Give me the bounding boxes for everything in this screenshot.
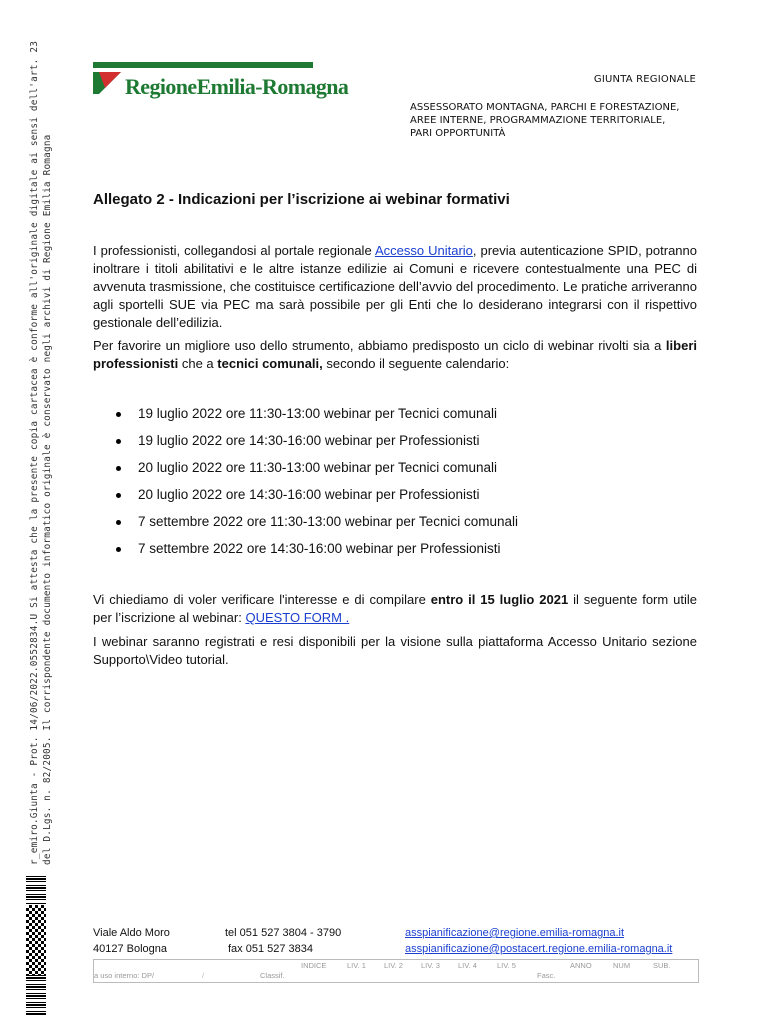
calendar-entry: 19 luglio 2022 ore 11:30-13:00 webinar per Tecnici comunali [138, 406, 497, 421]
region-emblem-icon [93, 70, 123, 96]
fax-number: fax 051 527 3834 [228, 943, 314, 955]
calendar-entry: 19 luglio 2022 ore 14:30-16:00 webinar per Professionisti [138, 433, 480, 448]
side-stamp-line2: del D.Lgs. n. 82/2005. Il corrispondente documento informatico originale è conservato negli archivi di Regione Emilia Romagna [42, 134, 53, 865]
deadline-text: entro il 15 luglio 2021 [430, 592, 569, 607]
protocol-label: LIV. 3 [421, 961, 440, 970]
paragraph-recordings: I webinar saranno registrati e resi disponibili per la visione sulla piattaforma Accesso Unitario sezione Supporto\Video tutorial. [93, 634, 697, 667]
paragraph-text: Per favorire un migliore uso dello strumento, abbiamo predisposto un ciclo di webinar rivolti sia a [93, 338, 666, 353]
list-item [112, 457, 518, 484]
protocol-separator: / [202, 971, 205, 980]
region-logo [93, 62, 349, 100]
bullet-icon [116, 520, 121, 525]
side-stamp [28, 0, 54, 865]
assessorato-line: ASSESSORATO MONTAGNA, PARCHI E FORESTAZIONE, [410, 102, 680, 113]
footer-phone [225, 925, 341, 957]
email-link[interactable]: asspianificazione@regione.emilia-romagna.it [405, 927, 625, 939]
bold-text: liberi professionisti [93, 338, 697, 371]
list-item [112, 403, 518, 430]
paragraph-text: I professionisti, collegandosi al portale regionale [93, 243, 375, 258]
paragraph-registration [93, 591, 697, 627]
protocol-label: LIV. 1 [347, 961, 366, 970]
paragraph-text: secondo il seguente calendario: [322, 356, 510, 371]
footer-emails [405, 925, 672, 957]
paragraph-text: , previa autenticazione SPID, potranno inoltrare i titoli abilitativi e le altre istanze edilizie ai Comuni e ricevere contestualmente una PEC di avvenuta trasmissione, che costituisce certificazione dell’avvio del procedimento. Le pratiche arriveranno agli sportelli SUE via PEC ma sarà possibile per gli Enti che lo desiderano integrarsi con il rispettivo gestionale dell’edilizia. [93, 243, 697, 330]
paragraph-text: Vi chiediamo di voler verificare l'interesse e di compilare [93, 592, 431, 607]
side-stamp-line1: r_emiro.Giunta - Prot. 14/06/2022.0552834.U Si attesta che la presente copia cartacea è conforme all'originale digitale ai sensi dell'art. 23 [29, 40, 40, 865]
list-item [112, 484, 518, 511]
address-line: Viale Aldo Moro [93, 927, 170, 939]
protocol-strip [93, 959, 699, 983]
list-item [112, 538, 518, 565]
logo-text: RegioneEmilia-Romagna [125, 74, 349, 99]
protocol-label: Fasc. [537, 971, 556, 980]
bullet-icon [116, 547, 121, 552]
protocol-label: SUB. [653, 961, 671, 970]
protocol-label: NUM [613, 961, 631, 970]
pec-email-link[interactable]: asspianificazione@postacert.regione.emilia-romagna.it [405, 943, 673, 955]
accesso-unitario-link[interactable]: Accesso Unitario [374, 243, 473, 258]
protocol-label: Classif. [260, 971, 285, 980]
barcode-icon [26, 875, 46, 1015]
bold-text: tecnici comunali, [217, 356, 323, 371]
assessorato-block [410, 101, 679, 140]
assessorato-line: AREE INTERNE, PROGRAMMAZIONE TERRITORIALE, [410, 115, 666, 126]
protocol-label: LIV. 4 [458, 961, 477, 970]
list-item [112, 511, 518, 538]
assessorato-line: PARI OPPORTUNITÀ [410, 128, 506, 139]
phone-number: tel 051 527 3804 - 3790 [225, 927, 342, 939]
calendar-entry: 20 luglio 2022 ore 11:30-13:00 webinar per Tecnici comunali [138, 460, 497, 475]
paragraph-text: che a [178, 356, 218, 371]
bullet-icon [116, 493, 121, 498]
protocol-label: INDICE [301, 961, 327, 970]
protocol-label: a uso interno: DP/ [94, 971, 155, 980]
paragraph-text: il seguente form utile per l’iscrizione al webinar: [93, 592, 697, 625]
list-item [112, 430, 518, 457]
calendar-entry: 7 settembre 2022 ore 14:30-16:00 webinar per Professionisti [138, 541, 501, 556]
webinar-calendar [112, 403, 518, 565]
calendar-entry: 7 settembre 2022 ore 11:30-13:00 webinar per Tecnici comunali [138, 514, 518, 529]
bullet-icon [116, 412, 121, 417]
bullet-icon [116, 466, 121, 471]
protocol-label: LIV. 2 [384, 961, 403, 970]
protocol-label: LIV. 5 [497, 961, 516, 970]
paragraph-intro [93, 242, 697, 332]
giunta-label: GIUNTA REGIONALE [593, 74, 696, 85]
address-line: 40127 Bologna [93, 943, 168, 955]
questo-form-link[interactable]: QUESTO FORM . [245, 610, 350, 625]
protocol-label: ANNO [570, 961, 592, 970]
calendar-entry: 20 luglio 2022 ore 14:30-16:00 webinar per Professionisti [138, 487, 480, 502]
bullet-icon [116, 439, 121, 444]
document-title: Allegato 2 - Indicazioni per l’iscrizione ai webinar formativi [93, 191, 510, 208]
footer-address [93, 925, 170, 957]
paragraph-webinar [93, 337, 697, 373]
